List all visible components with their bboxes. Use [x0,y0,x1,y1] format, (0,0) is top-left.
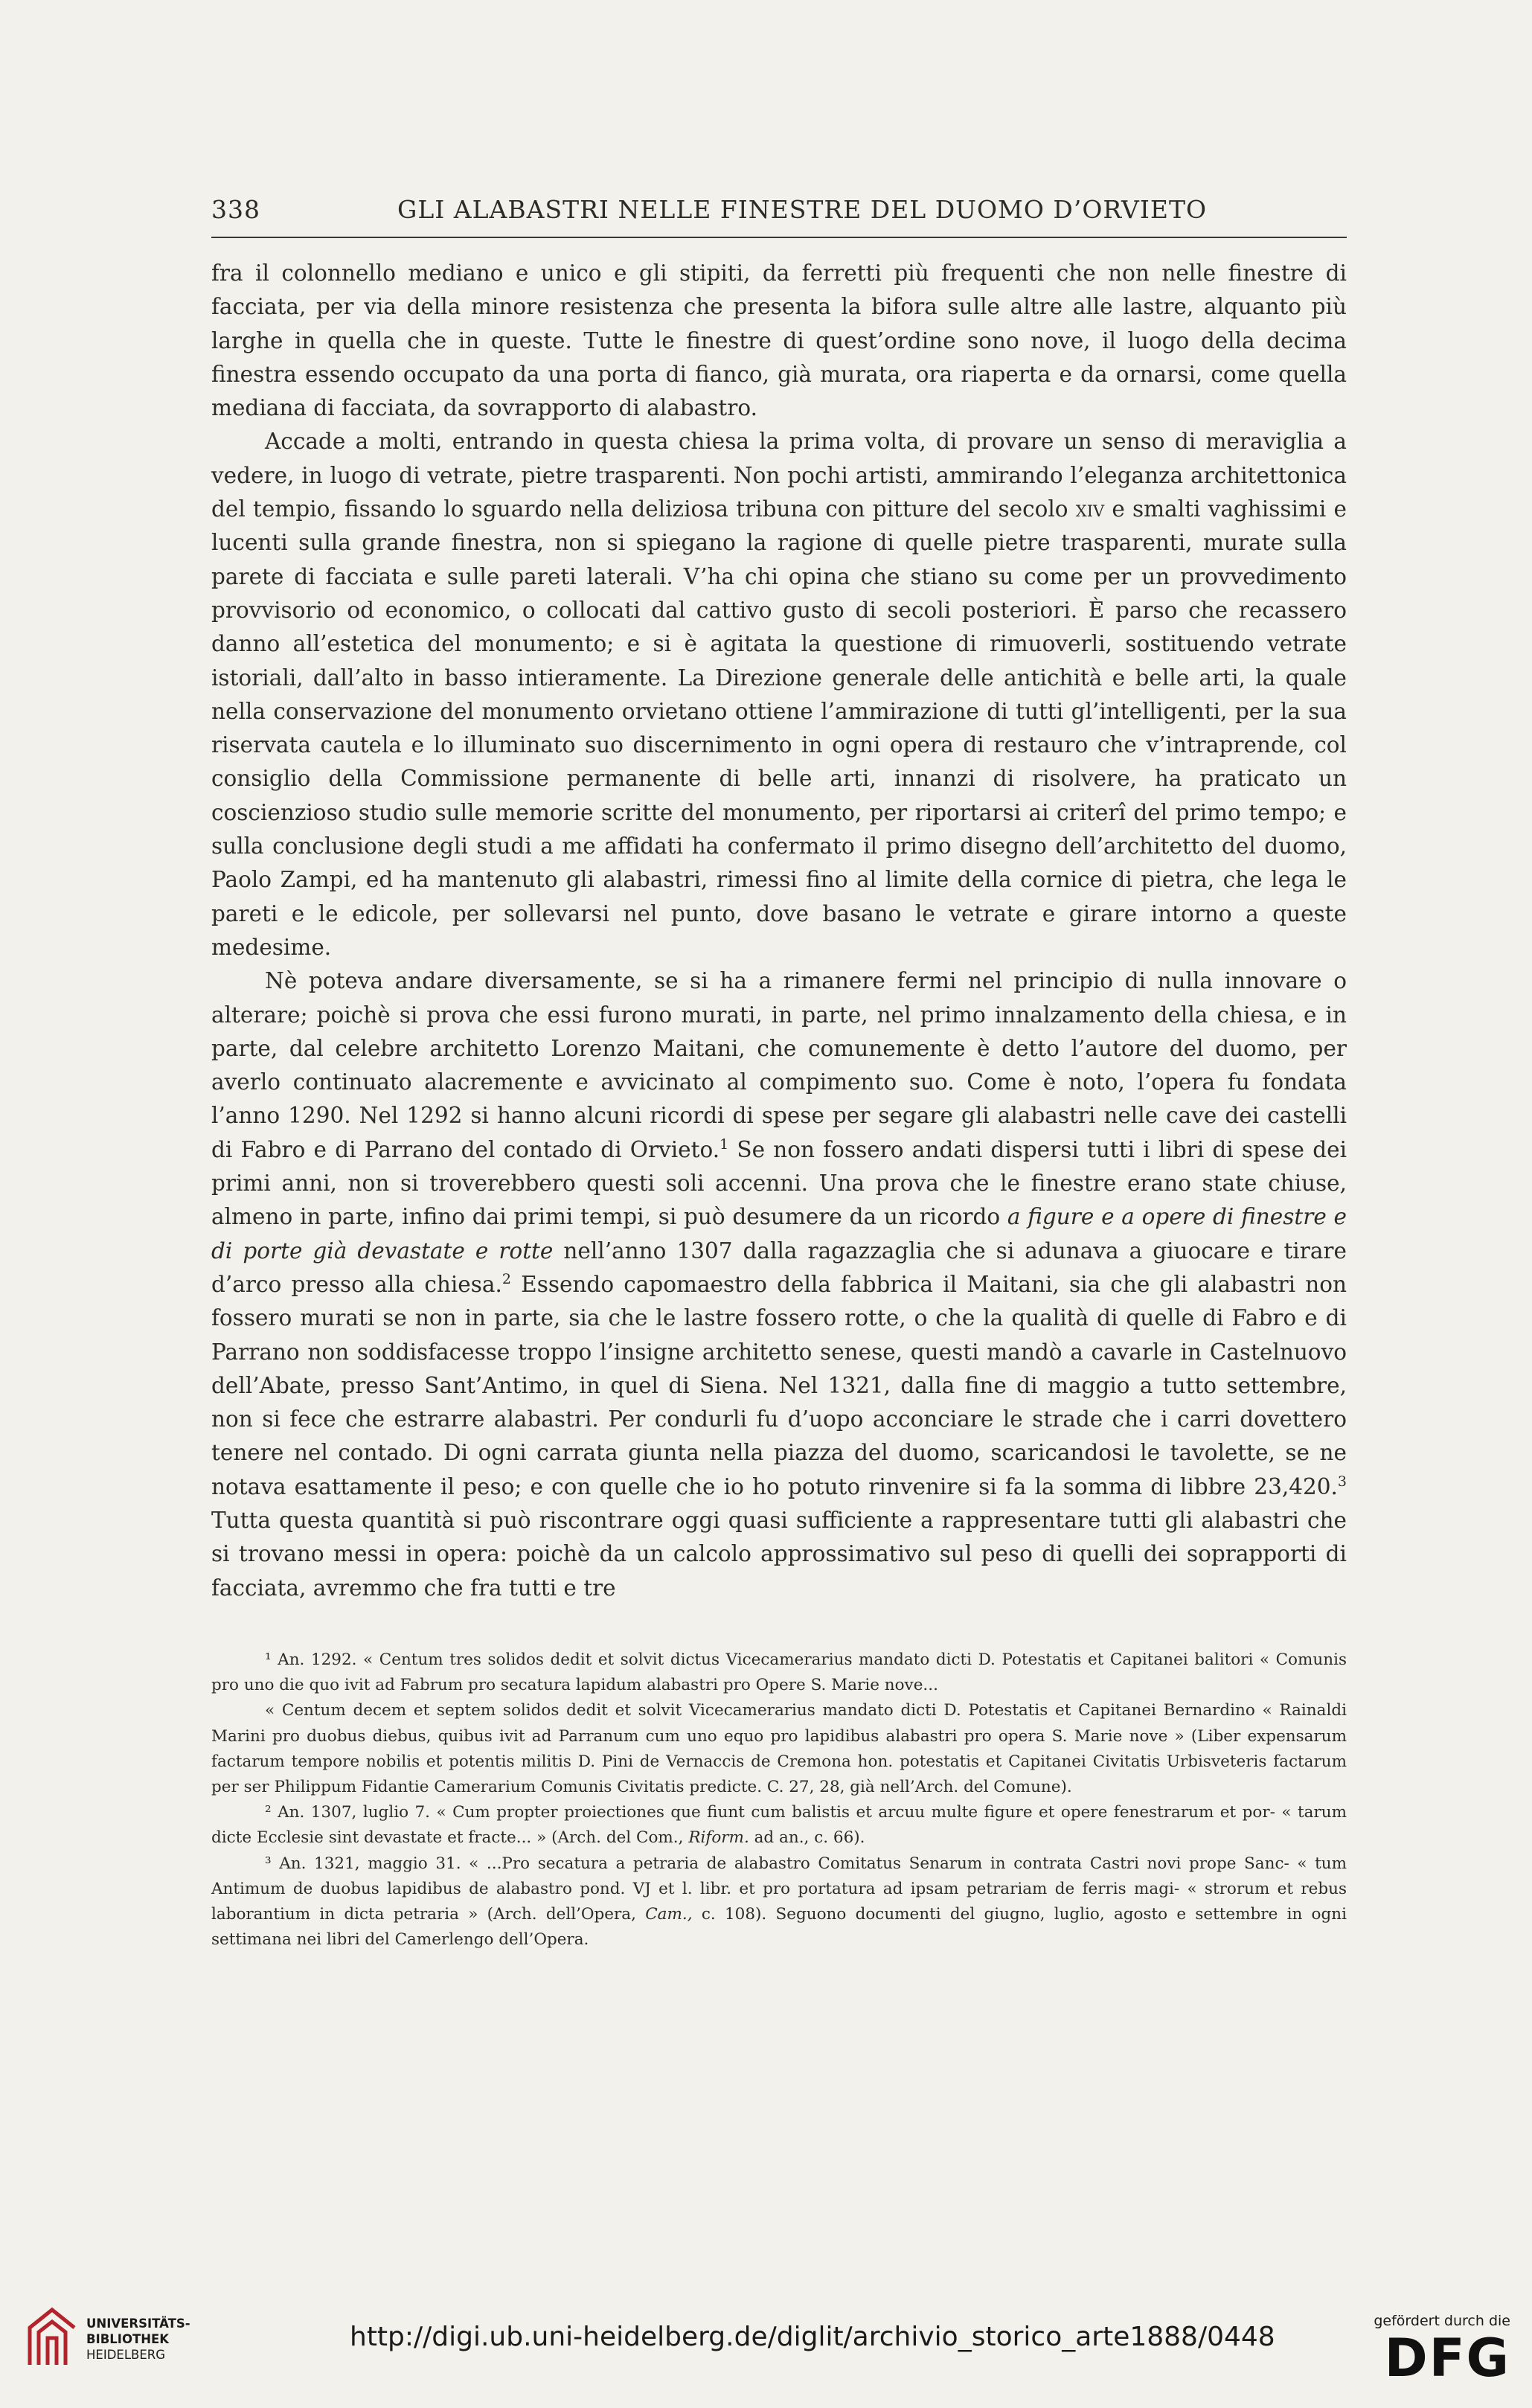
library-logo [25,2305,204,2372]
footnote-2-source: Riform. [688,1828,749,1848]
paragraph-1 [211,257,1347,425]
footnote-1-continued [211,1698,1347,1800]
paragraph-3-text-e: Tutta questa quantità si può riscontrare oggi quasi sufficiente a rappresentare tutti gli alabastri che si trovano messi in opera: poichè da un calcolo approssimativo sul peso di quelli dei soprapporti di facciata, avremmo che fra tutti e tre [211,1507,1347,1601]
paragraph-2-text-b: e smalti vaghissimi e lucenti sulla grande finestra, non si spiegano la ragione di quelle pietre trasparenti, murate sulla parete di facciata e sulle pareti laterali. V’ha chi opina che stiano su come per un provvedimento provvisorio od economico, o collocati dal cattivo gusto di secoli posteriori. È parso che recassero danno all’estetica del monumento; e si è agitata la questione di rimuoverli, sostituendo vetrate istoriali, dall’alto in basso intieramente. La Direzione generale delle antichità e belle arti, la quale nella conservazione del monumento orvietano ottiene l’ammirazione di tutti gl’intelligenti, per la sua riservata cautela e lo illuminato suo discernimento in ogni opera di restauro che v’intraprende, col consiglio della Commissione permanente di belle arti, innanzi di risolvere, ha praticato un coscienzioso studio sulle memorie scritte del monumento, per riportarsi ai criterî del primo tempo; e sulla conclusione degli studi a me affidati ha confermato il primo disegno dell’architetto del duomo, Paolo Zampi, ed ha mantenuto gli alabastri, rimessi fino al limite della cornice di pietra, che lega le pareti e le edicole, per sollevarsi nel punto, dove basano le vetrate e girare intorno a queste medesime. [211,496,1347,960]
footnote-2-text-a: ² An. 1307, luglio 7. « Cum propter proiectiones que fiunt cum balistis et arcuu multe figure et opere fenestrarum et por- « tarum dicte Ecclesie sint devastate et fracte... » (Arch. del Com., [211,1803,1347,1848]
library-emblem-icon [25,2305,80,2369]
main-text [211,257,1347,1605]
library-name [86,2316,190,2363]
paragraph-2 [211,425,1347,964]
footnote-3-source: Cam., [645,1905,693,1924]
footnote-ref-2: 2 [501,1271,511,1288]
library-name-line-1: UNIVERSITÄTS- [86,2316,190,2331]
paragraph-1-text: fra il colonnello mediano e unico e gli stipiti, da ferretti più frequenti che non nelle finestre di facciata, per via della minore resistenza che presenta la bifora sulle altre alle lastre, alquanto più larghe in quella che in queste. Tutte le finestre di quest’ordine sono nove, il luogo della decima finestra essendo occupato da una porta di fianco, già murata, ora riaperta e da ornarsi, come quella mediana di facciata, da sovrapporto di alabastro. [211,260,1347,421]
footnote-1 [211,1648,1347,1698]
running-title: GLI ALABASTRI NELLE FINESTRE DEL DUOMO D’ORVIETO [397,195,1208,224]
footnote-2-text-b: ad an., c. 66). [749,1828,865,1848]
footnote-2 [211,1800,1347,1851]
paragraph-3-text-d: Essendo capomaestro della fabbrica il Maitani, sia che gli alabastri non fossero murati se non in parte, sia che le lastre fossero rotte, o che la qualità di quelle di Fabro e di Parrano non soddisfacesse troppo l’insigne architetto senese, questi mandò a cavarle in Castelnuovo dell’Abate, presso Sant’Antimo, in quel di Siena. Nel 1321, dalla fine di maggio a tutto settembre, non si fece che estrarre alabastri. Per condurli fu d’uopo acconciare le strade che i carri dovettero tenere nel contado. Di ogni carrata giunta nella piazza del duomo, scaricandosi le tavolette, se ne notava esattamente il peso; e con quelle che io ho potuto rinvenire si fa la somma di libbre 23,420. [211,1271,1347,1499]
footnote-ref-1: 1 [719,1136,729,1153]
paragraph-3-text-a: Nè poteva andare diversamente, se si ha a rimanere fermi nel principio di nulla innovare o alterare; poichè si prova che essi furono murati, in parte, nel primo innalzamento della chiesa, e in parte, dal celebre architetto Lorenzo Maitani, che comunemente è detto l’autore del duomo, per averlo continuato alacremente e avvicinato al compimento suo. Come è noto, l’opera fu fondata l’anno 1290. Nel 1292 si hanno alcuni ricordi di spese per segare gli alabastri nelle cave dei castelli di Fabro e di Parrano del contado di Orvieto. [211,968,1347,1162]
dfg-wordmark: DFG [1384,2328,1510,2389]
library-name-line-3: HEIDELBERG [86,2348,166,2362]
footnote-1-text: ¹ An. 1292. « Centum tres solidos dedit et solvit dictus Vicecamerarius mandato dicti D. Potestatis et Capitanei balitori « Comunis pro uno die quo ivit ad Fabrum pro secatura lapidum alabastri pro Opere S. Marie nove... [211,1650,1347,1695]
paragraph-3 [211,964,1347,1605]
footnote-3-text-a: ³ An. 1321, maggio 31. « ...Pro secatura a petraria de alabastro Comitatus Senarum in contrata Castri novi prope Sanc- « tum Antimum de duobus lapidibus de alabastro pond. VJ et l. libr. et pro portatura ad ipsam petrariam de ferris magi- « strorum et rebus laborantium in dicta petraria » (Arch. dell’Opera, [211,1854,1347,1924]
paragraph-2-text-a: Accade a molti, entrando in questa chiesa la prima volta, di provare un senso di meraviglia a vedere, in luogo di vetrate, pietre trasparenti. Non pochi artisti, ammirando l’eleganza architettonica del tempio, fissando lo sguardo nella deliziosa tribuna con pitture del secolo [211,429,1347,522]
footnote-3-text-b: c. 108). Seguono documenti del giugno, luglio, agosto e settembre in ogni settimana nei libri del Camerlengo dell’Opera. [211,1905,1347,1950]
library-name-line-2: BIBLIOTHEK [86,2332,170,2346]
quoted-record: a figure e a opere di finestre e di porte già devastate e rotte [211,1204,1347,1264]
footnote-3 [211,1851,1347,1953]
paragraph-3-text-c: nell’anno 1307 dalla ragazzaglia che si adunava a giuocare e tirare d’arco presso alla chiesa. [211,1237,1347,1297]
dfg-logo [1354,2313,1510,2387]
paragraph-3-text-b: Se non fossero andati dispersi tutti i libri di spese dei primi anni, non si troverebbero questi soli accenni. Una prova che le finestre erano state chiuse, almeno in parte, infino dai primi tempi, si può desumere da un ricordo [211,1136,1347,1230]
footnote-1b-text: « Centum decem et septem solidos dedit et solvit Vicecamerarius mandato dicti D. Potestatis et Capitanei Bernardino « Rainaldi Marini pro duobus diebus, quibus ivit ad Parranum cum uno equo pro lapidibus alabastri pro opera S. Marie nove » (Liber expensarum factarum tempore nobilis et potentis militis D. Pini de Vernaccis de Cremona hon. potestatis et Capitanei Civitatis Urbisveteris factarum per ser Philippum Fidantie Camerarium Comunis Civitatis predicte. C. 27, 28, già nell’Arch. del Comune). [211,1701,1347,1797]
source-url[interactable]: http://digi.ub.uni-heidelberg.de/diglit/archivio_storico_arte1888/0448 [350,2322,1275,2352]
footnote-ref-3: 3 [1337,1473,1347,1490]
century-numeral: xiv [1075,496,1105,522]
header-rule [211,237,1347,238]
page-number: 338 [211,195,260,224]
footnotes [211,1648,1347,1953]
sponsor-note: gefördert durch die [1374,2313,1510,2329]
